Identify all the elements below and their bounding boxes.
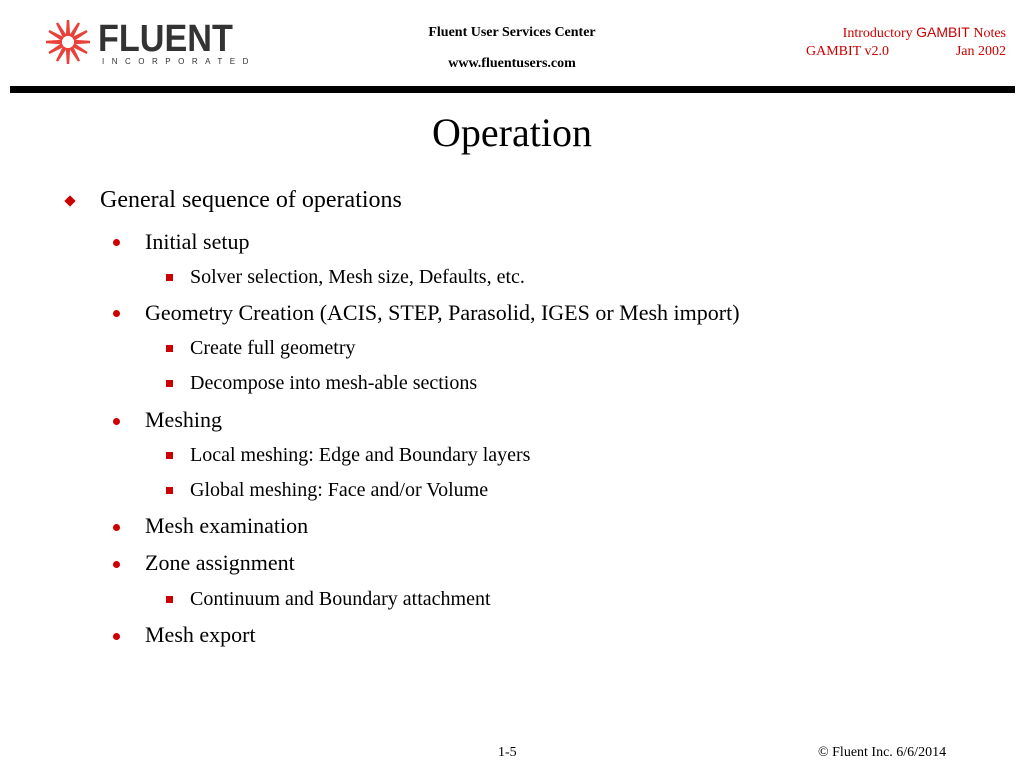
- outline-item-text: Meshing: [145, 407, 222, 432]
- outline-item-text: Solver selection, Mesh size, Defaults, etc.: [190, 266, 525, 288]
- outline-item-text: Decompose into mesh-able sections: [190, 372, 478, 394]
- header-notes-brand: GAMBIT: [916, 24, 970, 40]
- copyright-notice: © Fluent Inc. 6/6/2014: [818, 745, 947, 760]
- outline-item: [145, 407, 222, 433]
- outline-item: [190, 478, 488, 502]
- page-number: 1-5: [498, 745, 517, 760]
- header-notes-suffix: Notes: [969, 26, 1006, 41]
- outline-item-text: Initial setup: [145, 229, 250, 254]
- header-notes-prefix: Introductory: [842, 26, 917, 41]
- outline-item: [145, 513, 308, 539]
- dot-bullet-icon: [113, 524, 120, 531]
- header-version: GAMBIT v2.0: [806, 44, 889, 59]
- outline-item: [190, 336, 356, 360]
- dot-bullet-icon: [113, 561, 120, 568]
- outline-item-text: Geometry Creation (ACIS, STEP, Parasolid, IGES or Mesh import): [145, 300, 740, 325]
- square-bullet-icon: [166, 274, 173, 281]
- outline-item: [145, 550, 295, 576]
- outline-item: [190, 443, 530, 467]
- outline-item-text: Mesh examination: [145, 513, 309, 538]
- slide-title: Operation: [432, 110, 592, 155]
- outline-item-text: Local meshing: Edge and Boundary layers: [190, 444, 531, 466]
- outline-item-text: Zone assignment: [145, 550, 295, 575]
- outline-item-text: General sequence of operations: [100, 187, 402, 213]
- outline-item-text: Mesh export: [145, 622, 256, 647]
- outline-item: [145, 229, 249, 255]
- header-center-title: Fluent User Services Center: [428, 25, 596, 40]
- square-bullet-icon: [166, 380, 173, 387]
- outline-item: [190, 371, 477, 395]
- outline-item: [100, 186, 402, 214]
- logo-wordmark: FLUENT: [98, 18, 233, 60]
- square-bullet-icon: [166, 487, 173, 494]
- dot-bullet-icon: [113, 633, 120, 640]
- outline-item-text: Create full geometry: [190, 337, 356, 359]
- outline-item-text: Global meshing: Face and/or Volume: [190, 479, 489, 501]
- header-date: Jan 2002: [955, 44, 1006, 59]
- square-bullet-icon: [166, 452, 173, 459]
- dot-bullet-icon: [113, 239, 120, 246]
- outline-item: [145, 300, 740, 326]
- outline-item: [190, 587, 491, 611]
- logo-subtitle: INCORPORATED: [102, 57, 256, 66]
- header-center-url: www.fluentusers.com: [448, 56, 576, 71]
- outline-item: [145, 622, 256, 648]
- outline-item: [190, 265, 525, 289]
- square-bullet-icon: [166, 345, 173, 352]
- outline-item-text: Continuum and Boundary attachment: [190, 588, 491, 610]
- square-bullet-icon: [166, 596, 173, 603]
- dot-bullet-icon: [113, 310, 120, 317]
- diamond-bullet-icon: [64, 195, 75, 206]
- dot-bullet-icon: [113, 418, 120, 425]
